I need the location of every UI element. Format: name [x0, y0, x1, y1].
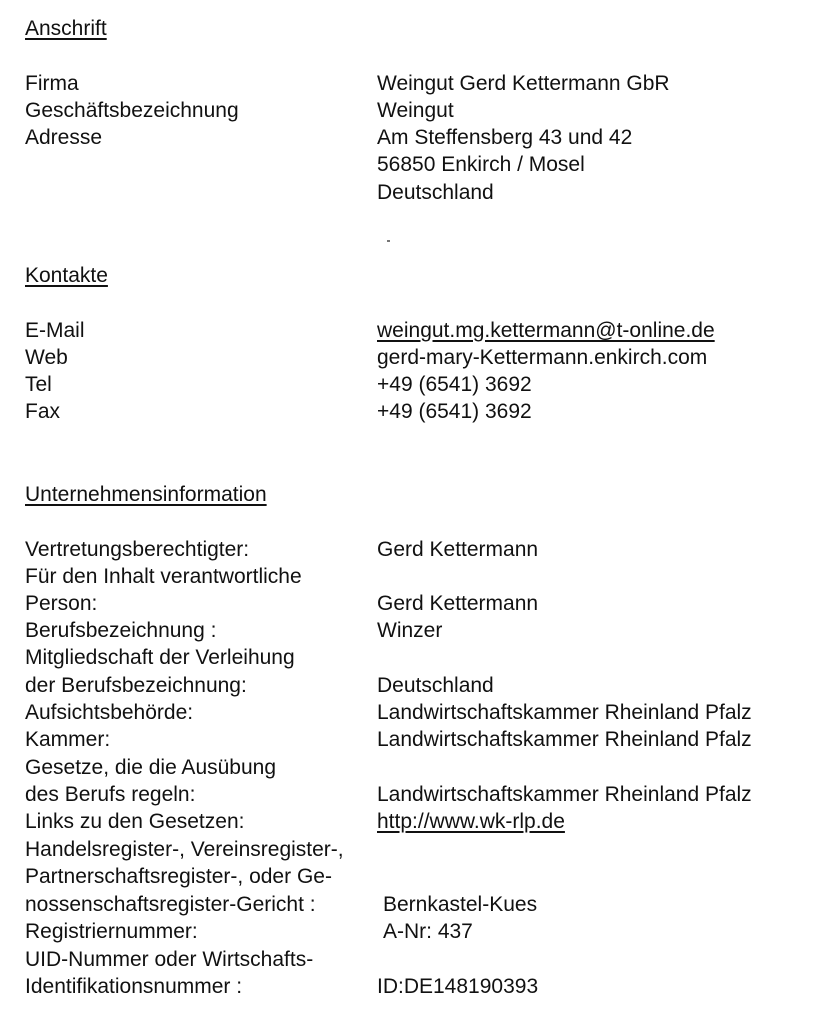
gesetze-label-line2: des Berufs regeln: — [25, 783, 196, 806]
email-link[interactable]: weingut.mg.kettermann@t-online.de — [377, 319, 715, 342]
section-heading-kontakte: Kontakte — [25, 264, 108, 287]
firma-value: Weingut Gerd Kettermann GbR — [377, 72, 670, 95]
kammer-label: Kammer: — [25, 728, 111, 751]
vertretung-label: Vertretungsberechtigter: — [25, 538, 250, 561]
register-label-line2: Partnerschaftsregister-, oder Ge- — [25, 865, 332, 888]
registriernummer-value: A-Nr: 437 — [383, 920, 473, 943]
uid-label-line1: UID-Nummer oder Wirtschafts- — [25, 948, 314, 971]
geschaeftsbezeichnung-value: Weingut — [377, 99, 454, 122]
mitglied-label-line1: Mitgliedschaft der Verleihung — [25, 646, 295, 669]
adresse-label: Adresse — [25, 126, 103, 149]
section-heading-anschrift: Anschrift — [25, 17, 107, 40]
inhalt-label-line2: Person: — [25, 592, 98, 615]
mitglied-label-line2: der Berufsbezeichnung: — [25, 674, 247, 697]
geschaeftsbezeichnung-label: Geschäftsbezeichnung — [25, 99, 239, 122]
inhalt-value: Gerd Kettermann — [377, 592, 539, 615]
registriernummer-label: Registriernummer: — [25, 920, 198, 943]
register-label-line1: Handelsregister-, Vereinsregister-, — [25, 838, 344, 861]
scan-speck — [387, 240, 390, 242]
mitglied-value: Deutschland — [377, 674, 494, 697]
tel-value: +49 (6541) 3692 — [377, 373, 532, 396]
web-label: Web — [25, 346, 68, 369]
beruf-value: Winzer — [377, 619, 443, 642]
vertretung-value: Gerd Kettermann — [377, 538, 539, 561]
email-label: E-Mail — [25, 319, 85, 342]
tel-label: Tel — [25, 373, 52, 396]
fax-value: +49 (6541) 3692 — [377, 400, 532, 423]
web-value: gerd-mary-Kettermann.enkirch.com — [377, 346, 708, 369]
gesetze-value: Landwirtschaftskammer Rheinland Pfalz — [377, 783, 752, 806]
register-value: Bernkastel-Kues — [383, 893, 538, 916]
section-heading-unternehmensinformation: Unternehmensinformation — [25, 483, 267, 506]
adresse-city: 56850 Enkirch / Mosel — [377, 153, 585, 176]
kammer-value: Landwirtschaftskammer Rheinland Pfalz — [377, 728, 752, 751]
uid-label-line2: Identifikationsnummer : — [25, 975, 243, 998]
gesetze-label-line1: Gesetze, die die Ausübung — [25, 756, 277, 779]
beruf-label: Berufsbezeichnung : — [25, 619, 217, 642]
inhalt-label-line1: Für den Inhalt verantwortliche — [25, 565, 302, 588]
aufsicht-value: Landwirtschaftskammer Rheinland Pfalz — [377, 701, 752, 724]
adresse-country: Deutschland — [377, 181, 494, 204]
aufsicht-label: Aufsichtsbehörde: — [25, 701, 194, 724]
links-label: Links zu den Gesetzen: — [25, 810, 245, 833]
gesetze-link[interactable]: http://www.wk-rlp.de — [377, 810, 565, 833]
register-label-line3: nossenschaftsregister-Gericht : — [25, 893, 316, 916]
fax-label: Fax — [25, 400, 61, 423]
uid-value: ID:DE148190393 — [377, 975, 539, 998]
firma-label: Firma — [25, 72, 79, 95]
adresse-street: Am Steffensberg 43 und 42 — [377, 126, 633, 149]
